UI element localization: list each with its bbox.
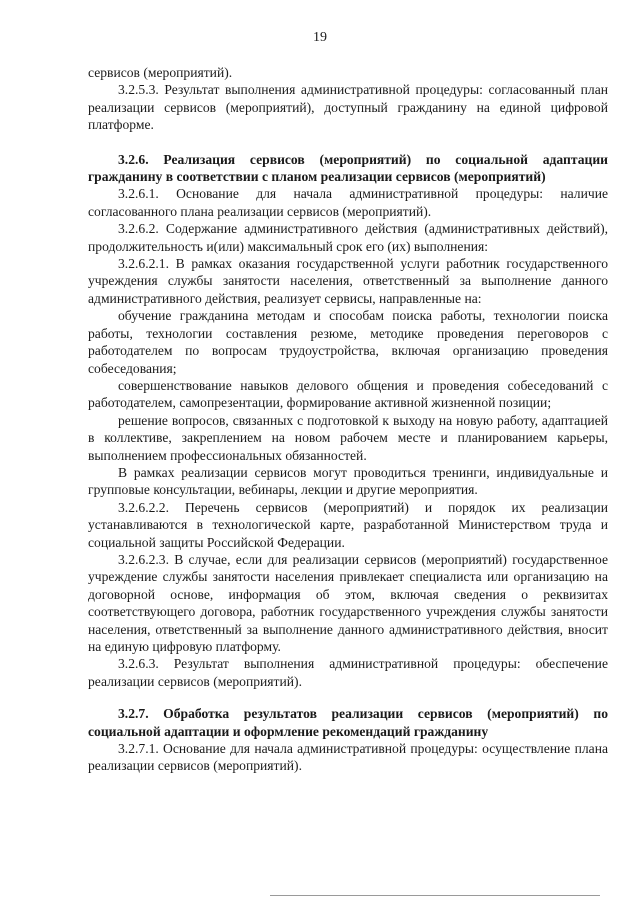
section-heading-3-2-6: 3.2.6. Реализация сервисов (мероприятий) по социальной адаптации гражданину в соответствии с планом реализации сервисов (мероприятий) (88, 151, 608, 185)
paragraph-continuation: сервисов (мероприятий). (88, 65, 233, 80)
paragraph-3-2-6-1: 3.2.6.1. Основание для начала административной процедуры: наличие согласованного плана реализации сервисов (мероприятий). (88, 186, 608, 219)
list-item: совершенствование навыков делового общения и проведения собеседований с работодателем, самопрезентации, формирование активной жизненной позиции; (88, 377, 608, 411)
paragraph-3-2-6-3: 3.2.6.3. Результат выполнения административной процедуры: обеспечение реализации сервисов (мероприятий). (88, 656, 608, 689)
list-item: обучение гражданина методам и способам поиска работы, технологии поиска работы, технологии составления резюме, методике проведения переговоров с работодателем по вопросам трудоустройства, включая организацию проведения собеседования; (88, 308, 608, 376)
paragraph-3-2-7-1: 3.2.7.1. Основание для начала административной процедуры: осуществление плана реализации сервисов (мероприятий). (88, 741, 608, 774)
paragraph-3-2-5-3: 3.2.5.3. Результат выполнения административной процедуры: согласованный план реализации сервисов (мероприятий), доступный гражданину на единой цифровой платформе. (88, 82, 608, 133)
paragraph-3-2-6-2-1: 3.2.6.2.1. В рамках оказания государственной услуги работник государственного учреждения службы занятости населения, ответственный за выполнение данного административного действия, реализует сервисы, направленные на: (88, 256, 608, 306)
page-number: 19 (313, 30, 327, 45)
paragraph-3-2-6-2: 3.2.6.2. Содержание административного действия (административных действий), продолжительность и(или) максимальный срок его (их) выполнения: (88, 221, 608, 254)
paragraph-trainings: В рамках реализации сервисов могут проводиться тренинги, индивидуальные и групповые консультации, вебинары, лекции и другие мероприятия. (88, 464, 608, 498)
paragraph-3-2-6-2-2: 3.2.6.2.2. Перечень сервисов (мероприятий) и порядок их реализации устанавливаются в технологической карте, разработанной Министерством труда и социальной защиты Российской Федерации. (88, 499, 608, 550)
document-body (88, 64, 608, 775)
section-heading-3-2-7: 3.2.7. Обработка результатов реализации сервисов (мероприятий) по социальной адаптации и оформление рекомендаций гражданину (88, 706, 608, 739)
paragraph-3-2-6-2-3: 3.2.6.2.3. В случае, если для реализации сервисов (мероприятий) государственное учреждение службы занятости населения привлекает специалиста или организацию на договорной основе, информация об этом, включая сведения о реквизитах соответствующего договора, работник государственного учреждения службы занятости населения, ответственный за выполнение данного административного действия, вносит на единую цифровую платформу. (88, 551, 608, 654)
list-item: решение вопросов, связанных с подготовкой к выходу на новую работу, адаптацией в коллективе, закреплением на новом рабочем месте и планированием карьеры, выполнением профессиональных обязанностей. (88, 412, 608, 463)
footer-rule (270, 895, 600, 896)
